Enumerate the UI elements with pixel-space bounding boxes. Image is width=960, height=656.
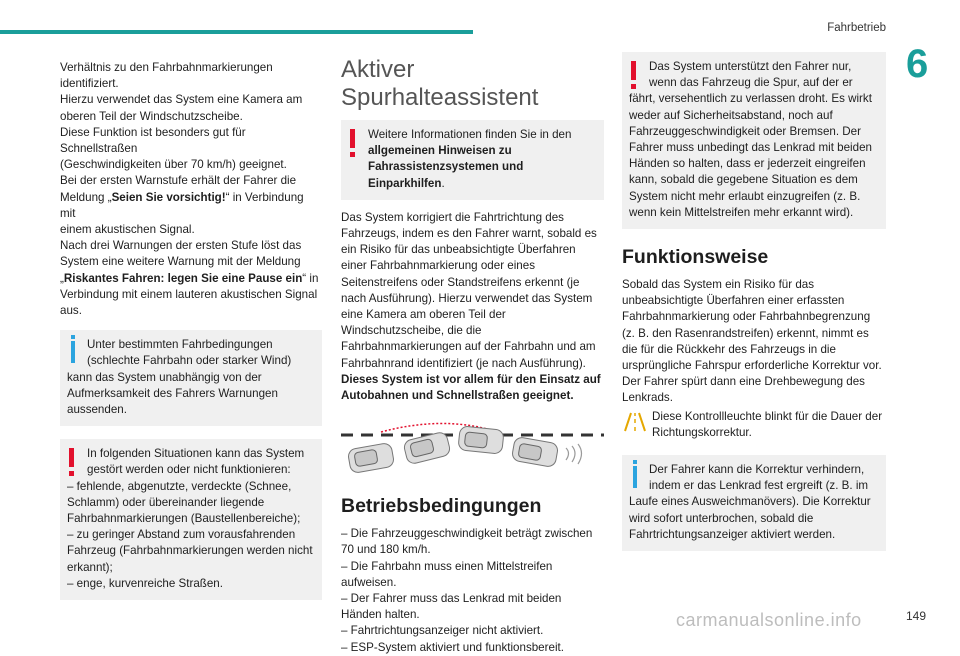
warning-icon <box>350 129 355 148</box>
list-item: – zu geringer Abstand zum vorausfahrenden Fahrzeug (Fahrbahnmarkierungen werden nicht erkannt); <box>67 528 313 574</box>
info-box-override: Der Fahrer kann die Korrektur verhindern, indem er das Lenkrad fest ergreift (z. B. im Laufe eines Ausweichmanövers). Die Korrektur wird sofort unterbrochen, sobald die Fahrtrichtungsanzeiger aktiviert werden. <box>622 455 886 551</box>
list-item: – ESP-System aktiviert und funktionsbereit. <box>341 640 564 654</box>
suitability-note: Dieses System ist vor allem für den Einsatz auf Autobahnen und Schnellstraßen geeignet. <box>341 372 601 403</box>
intro-paragraph: Verhältnis zu den Fahrbahnmarkierungen identifiziert. Hierzu verwendet das System eine Kamera am oberen Teil der Windschutzscheibe. Diese Funktion ist besonders gut für Schnellstraßen (Geschwindigkeiten über 70 km/h) geeignet. Bei der ersten Warnstufe erhält der Fahrer die Meldung „Seien Sie vorsichtig!“ in Verbindung mit einem akustischen Signal. Nach drei Warnungen der ersten Stufe löst das System eine weitere Warnung mit der Meldung „Riskantes Fahren: legen Sie eine Pause ein“ in Verbindung mit einem lauteren akustischen Signal aus. <box>60 61 319 318</box>
list-item: – Fahrtrichtungsanzeiger nicht aktiviert. <box>341 624 544 638</box>
indicator-light-row: Diese Kontrollleuchte blinkt für die Dauer der Richtungskorrektur. <box>622 409 886 441</box>
column-left <box>60 60 322 600</box>
section-title: Fahrbetrieb <box>827 22 886 34</box>
warning-box-system-limits: Das System unterstützt den Fahrer nur, wenn das Fahrzeug die Spur, auf der er fährt, versehentlich zu verlassen droht. Es wirkt weder auf Sicherheitsabstand, noch auf Fahrzeuggeschwindigkeit oder Bremsen. Der Fahrer muss unbedingt das Lenkrad mit beiden Händen so halten, dass er jederzeit eingreifen kann, sobald die gegebene Situation es dem System nicht mehr erlaubt einzugreifen (z. B. wenn kein Mittelstreifen mehr erkannt wird). <box>622 52 886 229</box>
chapter-number: 6 <box>906 42 929 86</box>
list-item: – Die Fahrzeuggeschwindigkeit beträgt zwischen 70 und 180 km/h. <box>341 527 593 557</box>
watermark: carmanualsonline.info <box>676 610 862 630</box>
list-item: – enge, kurvenreiche Straßen. <box>67 576 223 590</box>
lane-departure-warning-light-icon <box>622 409 652 441</box>
warning-box-interference: In folgenden Situationen kann das System gestört werden oder nicht funktionieren: – fehlende, abgenutzte, verdeckte (Schnee, Schlamm) oder übereinander liegende Fahrbahnmarkierungen (Baustellenbereiche); – zu geringer Abstand zum vorausfahrenden Fahrzeug (Fahrbahnmarkierungen werden nicht erkannt); – enge, kurvenreiche Straßen. <box>60 439 322 600</box>
column-right <box>622 52 886 551</box>
description-paragraph: Das System korrigiert die Fahrtrichtung des Fahrzeugs, indem es den Fahrer warnt, sobald es ein Risiko für das unbeabsichtigte Überfahren einer Fahrbahnmarkierung oder eines Seitenstreifens oder Standstreifens erkennt (je nach Ausführung). Hierzu verwendet das System eine Kamera am oberen Teil der Windschutzscheibe, die die Fahrbahnmarkierungen auf der Fahrbahn und am Fahrbahnrand identifiziert (je nach Ausführung). <box>341 210 597 370</box>
column-middle <box>341 56 604 656</box>
operating-conditions-heading: Betriebsbedingungen <box>341 495 542 518</box>
message-take-break: Riskantes Fahren: legen Sie eine Pause ein <box>63 271 303 285</box>
info-box-driving-conditions: Unter bestimmten Fahrbedingungen (schlechte Fahrbahn oder starker Wind) kann das System unabhängig von der Aufmerksamkeit des Fahrers Warnungen aussenden. <box>60 330 322 426</box>
lane-assist-illustration <box>341 418 604 478</box>
list-item: – fehlende, abgenutzte, verdeckte (Schnee, Schlamm) oder übereinander liegende Fahrbahnmarkierungen (Baustellenbereiche); <box>67 479 301 526</box>
info-icon <box>71 341 75 363</box>
header-accent-bar <box>0 30 473 34</box>
warning-box-general-notes: Weitere Informationen finden Sie in den allgemeinen Hinweisen zu Fahrassistenzsystemen und Einparkhilfen. <box>341 120 604 200</box>
car-lane-illustration <box>341 418 604 478</box>
function-paragraph: Sobald das System ein Risiko für das unbeabsichtigte Überfahren einer erfassten Fahrbahnmarkierung oder Fahrbahnbegrenzung (z. B. den Rasenrandstreifen) erkennt, nimmt es die für die Rückkehr des Fahrzeugs in die ursprüngliche Fahrspur erforderliche Korrektur vor. Der Fahrer spürt dann eine Drehbewegung des Lenkrads. <box>622 278 882 405</box>
message-be-careful: Seien Sie vorsichtig! <box>111 190 226 204</box>
list-item: – Der Fahrer muss das Lenkrad mit beiden Händen halten. <box>341 592 562 622</box>
warning-icon <box>69 448 74 467</box>
section-heading: Aktiver Spurhalteassistent <box>341 56 539 111</box>
info-icon <box>633 466 637 488</box>
page-number: 149 <box>905 609 926 623</box>
function-heading: Funktionsweise <box>622 246 769 269</box>
warning-icon <box>631 61 636 80</box>
list-item: – Die Fahrbahn muss einen Mittelstreifen aufweisen. <box>341 559 553 589</box>
